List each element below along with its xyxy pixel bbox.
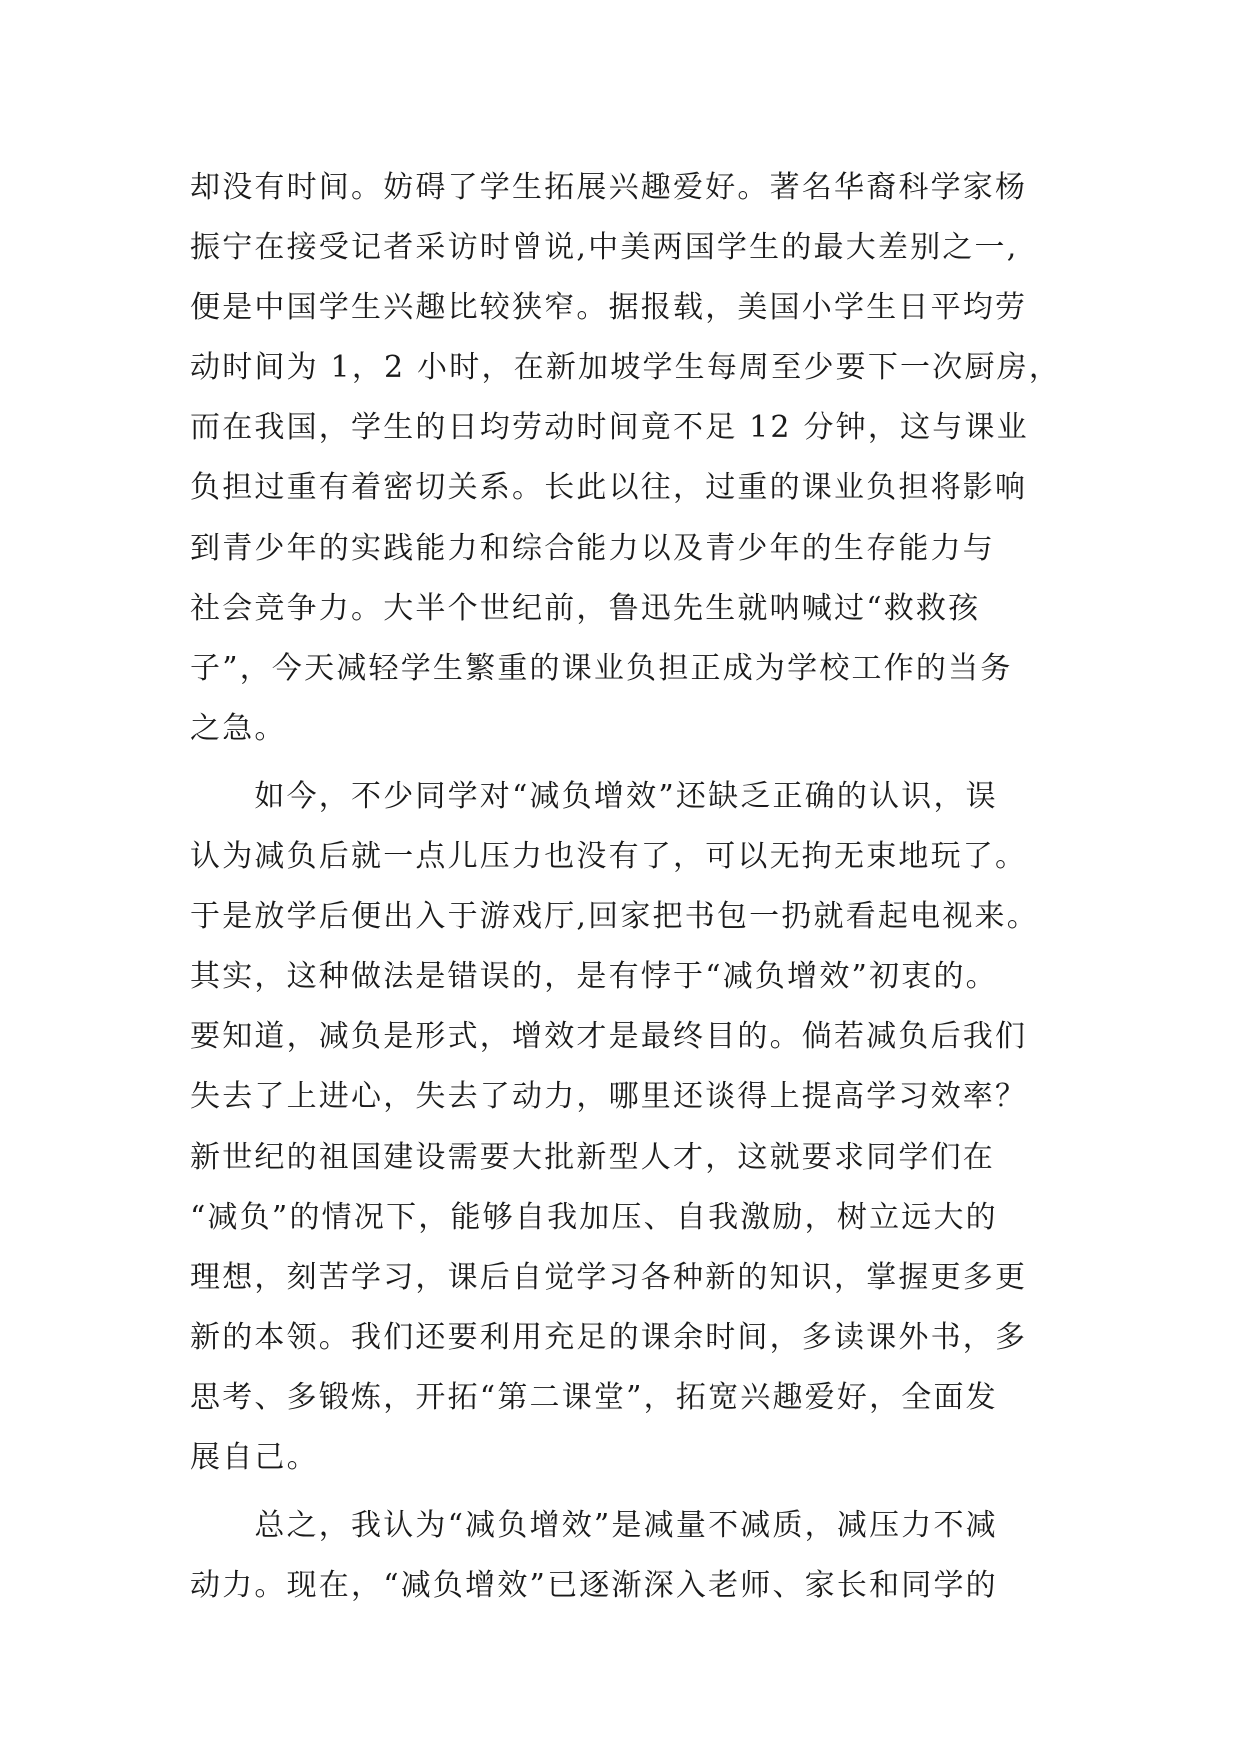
- text-line: 要知道，减负是形式，增效才是最终目的。倘若减负后我们: [190, 1019, 1028, 1055]
- text-line: 如今，不少同学对“减负增效”还缺乏正确的认识，误: [190, 778, 998, 814]
- text-line: 动时间为 1，2 小时，在新加坡学生每周至少要下一次厨房，: [190, 350, 1062, 386]
- text-line: 便是中国学生兴趣比较狭窄。据报载，美国小学生日平均劳: [190, 290, 1028, 326]
- text-line: 新的本领。我们还要利用充足的课余时间，多读课外书，多: [190, 1319, 1028, 1355]
- text-line: 总之，我认为“减负增效”是减量不减质，减压力不减: [190, 1508, 998, 1544]
- text-line: 而在我国，学生的日均劳动时间竟不足 12 分钟，这与课业: [190, 410, 1029, 446]
- body-text: [190, 158, 1090, 1616]
- text-line: 到青少年的实践能力和综合能力以及青少年的生存能力与: [190, 530, 995, 566]
- text-line: 子”，今天减轻学生繁重的课业负担正成为学校工作的当务: [190, 650, 1013, 686]
- text-line: 负担过重有着密切关系。长此以往，过重的课业负担将影响: [190, 470, 1028, 506]
- text-line: 之急。: [190, 710, 287, 746]
- text-line: 动力。现在，“减负增效”已逐渐深入老师、家长和同学的: [190, 1568, 998, 1604]
- text-line: 振宁在接受记者采访时曾说,中美两国学生的最大差别之一,: [190, 230, 1019, 266]
- text-line: 展自己。: [190, 1439, 319, 1475]
- text-line: 新世纪的祖国建设需要大批新型人才，这就要求同学们在: [190, 1139, 995, 1175]
- text-line: 认为减负后就一点儿压力也没有了，可以无拘无束地玩了。: [190, 839, 1028, 875]
- text-line: 思考、多锻炼，开拓“第二课堂”，拓宽兴趣爱好，全面发: [190, 1379, 998, 1415]
- text-line: 却没有时间。妨碍了学生拓展兴趣爱好。著名华裔科学家杨: [190, 170, 1028, 205]
- text-line: 于是放学后便出入于游戏厅,回家把书包一扔就看起电视来。: [190, 899, 1039, 935]
- text-line: 社会竞争力。大半个世纪前，鲁迅先生就呐喊过“救救孩: [190, 590, 981, 626]
- text-line: 理想，刻苦学习，课后自觉学习各种新的知识，掌握更多更: [190, 1259, 1028, 1295]
- text-line: “减负”的情况下，能够自我加压、自我激励，树立远大的: [190, 1199, 998, 1235]
- text-line: 其实，这种做法是错误的，是有悖于“减负增效”初衷的。: [190, 959, 998, 995]
- text-line: 失去了上进心，失去了动力，哪里还谈得上提高学习效率？: [190, 1079, 1028, 1115]
